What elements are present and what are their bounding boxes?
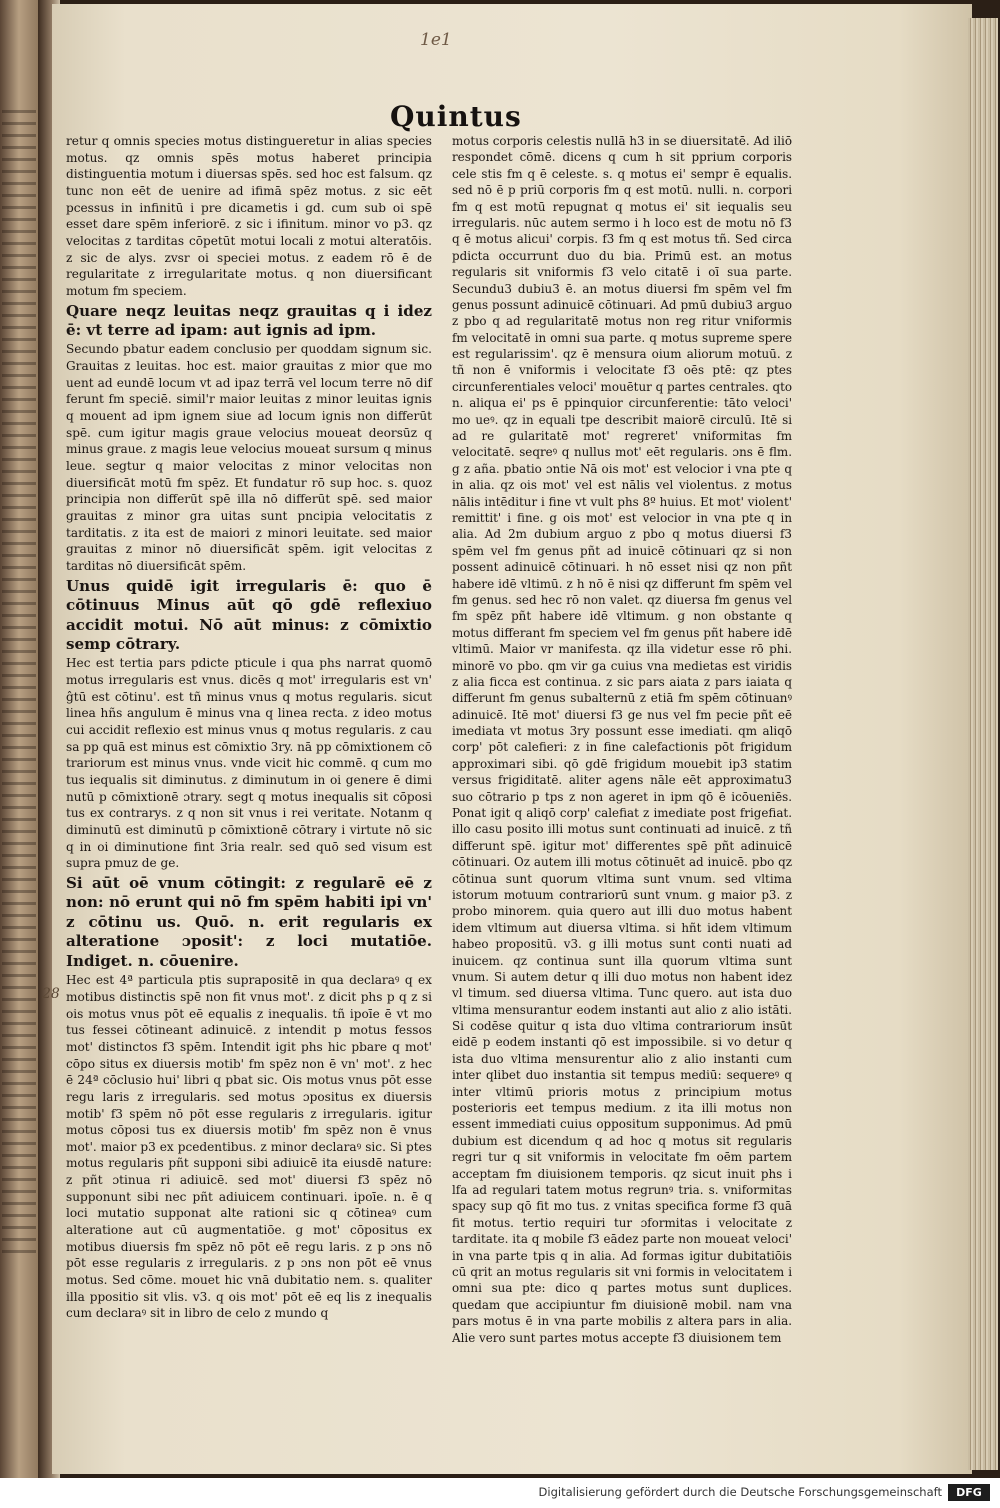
commentary-paragraph: Hec est tertia pars pdicte pticule i qua phs narrat quomō motus irregularis est vnus. dicēs q mot' irregularis est vn' ĝtū est cōtinu'. est tñ minus vnus q motus regularis. sicut linea hñs angulum ē minus vna q linea recta. z ideo motus cui accidit reflexio est minus vnus q motus regularis. z cau sa pp quā est minus est cōmixtio 3ry. nā pp cōmixtionem cō trariorum est minus vnus. vnde vicit hic commē. q cum mo tus iequalis sit diminutus. z diminutum in oi genere ē dimi nutū p cōmixtionē ɔtrary. segt q motus inequalis sit cōposi tus ex contrarys. z q non sit vnus i rei veritate. Notanm q diminutū est diminutū p cōmixtionē cōtrary i virtute nō sic q in oi diminutione fint 3ria realr. sed quō sed visum est supra pmuz de ge. [66, 656, 432, 871]
facing-page-edge [0, 0, 42, 1478]
running-head: Quintus [390, 100, 522, 133]
commentary-paragraph: retur q omnis species motus distingueretur in alias species motus. qz omnis spēs motus haberet principia distinguentia motum i diuersas spēs. sed hoc est falsum. qz tunc non eēt de uenire ad ifimā spēz motus. z sic eēt pcessus in infinitū i pre dicametis i gd. cum sub oi spē esset dare spēm inferiorē. z sic i ifinitum. minor vo p3. qz velocitas z tarditas cōpetūt motui locali z motui alteratōis. z sic de alys. zvsr oi speciei motus. z eadem rō ē de regularitate z irregularitate motus. q non diuersificant motum fm speciem. [66, 134, 432, 298]
handwritten-folio-number: 1e1 [420, 30, 452, 50]
text-column-left [66, 133, 432, 1322]
text-column-right [452, 133, 792, 1346]
commentary-paragraph: Hec est 4ª particula ptis suprapositē in qua declaraꝰ q ex motibus distinctis spē non fit vnus mot'. z dicit phs p q z si ois motus vnus pōt eē equalis z inequalis. tñ ipoīe ē vt mo tus fessei cōtineant adinuicē. z intendit p motus fessos mot' distinctos f3 spēm. Intendit igit phs hic pbare q mot' cōpo situs ex diuersis motib' fm spēz non ē vn' mot'. z hec ē 24ª cōclusio hui' libri q pbat sic. Ois motus vnus pōt esse regu laris z irregularis. sed motus ɔpositus ex diuersis motib' f3 spēm nō pōt esse regularis z irregularis. igitur motus cōposi tus ex diuersis motib' fm spēz non ē vnus mot'. maior p3 ex pcedentibus. z minor declaraꝰ sic. Si ptes motus regularis pñt supponi sibi adiuicē ita eiusdē nature: z pñt ɔtinua ri adiuicē. sed mot' diuersi f3 spēz nō supponunt sibi nec pñt adiuicem continuari. ipoīe. n. ē q loci mutatio supponat alte rationi sic q cōtineaꝰ cum alteratione aut cū augmentatiōe. g mot' cōpositus ex motibus diuersis fm spēz nō pōt eē regu laris. z p ɔns nō pōt esse regularis z irregularis. z p ɔns non pōt eē vnus motus. Sed cōme. mouet hic vnā dubitatio nem. s. qualiter illa ppositio sit vlis. v3. q ois mot' pōt eē eq lis z inequalis cum declaraꝰ sit in libro de celo z mundo q [66, 973, 432, 1321]
lemma-paragraph: Unus quidē igit irregularis ē: quo ē cōtinuus Minus aūt qō gdē reflexiuo accidit motui. Nō aūt minus: z cōmixtio semp cōtrary. [66, 576, 432, 654]
funding-credit: Digitalisierung gefördert durch die Deutsche Forschungsgemeinschaft [538, 1485, 942, 1499]
dfg-logo: DFG [948, 1484, 990, 1501]
footer-bar [0, 1478, 1000, 1508]
facing-page-text-fragment [2, 110, 36, 1260]
lemma-paragraph: Quare neqz leuitas neqz grauitas q i idez ē: vt terre ad ipam: aut ignis ad ipm. [66, 301, 432, 340]
commentary-paragraph: motus corporis celestis nullā h3 in se diuersitatē. Ad iliō respondet cōmē. dicens q cum h sit pprium corporis cele stis fm q ē celeste. s. q motus ei' sempr ē equalis. sed nō ē p priū corporis fm q est motū. nulli. n. corpori fm q est motū repugnat q motus ei' sit iequalis seu irregularis. nūc autem sermo i h loco est de motu nō f3 q ē motus alicui' corpis. f3 fm q est motus tñ. Sed circa pdicta occurrunt duo du bia. Primū est. an motus regularis sit vniformis f3 velo citatē i oī sua parte. Secundu3 dubiu3 ē. an motus diuersi fm spēm vel fm genus possunt adinuicē cōtinuari. Ad pmū dubiu3 arguo z pbo q ad regularitatē motus non reg ritur vniformis fm velocitatē in omni sua parte. q motus supreme spere est regularissim'. qz ē mensura oium aliorum motuū. z tñ non ē vniformis i velocitate f3 oēs ptē: qz ptes circunferentiales veloci' mouētur q partes centrales. qto n. aliqua ei' ps ē ppinquior circunferentie: tāto veloci' mo ueꝰ. qz in equali tpe describit maiorē circulū. Itē si ad re gularitatē mot' regreret' vniformitas fm velocitatē. seqreꝰ q nullus mot' eēt regularis. ɔns ē flm. g z aña. pbatio ɔntie Nā ois mot' est velocior i vna pte q in alia. qz ois mot' vel est nālis vel violentus. z motus nālis intēditur i fine vt vult phs 8º huius. Et mot' violent' remittit' i fine. g ois mot' est velocior in vna pte q in alia. Ad 2m dubium arguo z pbo q motus diuersi f3 spēm vel fm genus pñt ad inuicē cōtinuari qz si non possent adinuicē cōtinuari. h nō esset nisi qz non pñt habere idē vltimū. z h nō ē nisi qz differunt fm spēm vel fm genus. sed hec rō non valet. qz diuersa fm genus vel fm spēz pñt habere idē vltimum. g non obstante q motus differant fm speciem vel fm genus pñt habere idē vltimū. Maior vr manifesta. qz illa videtur esse rō phi. minorē vo pbo. qm vir ga cuius vna medietas est viridis z alia ficca est continua. z sic pars aiata z pars iaiata q differunt fm genus subalternū z etiā fm spēm cōtinuanꝰ adinuicē. Itē mot' diuersi f3 ge nus vel fm pecie pñt eē imediata vt motus 3ry possunt esse imediati. qm aliqō corp' pōt calefieri: z in fine calefactionis pōt frigidum approximari sibi. qō gdē frigidum mouebit ip3 statim versus frigiditatē. aliter agens nāle eēt approximatu3 suo cōtrario p tps z non ageret in ipm qō ē icōueniēs. Ponat igit q aliqō corp' calefiat z imediate post frigefiat. illo casu posito illi motus sunt continuati ad inuicē. z tñ differunt spē. igitur mot' differentes spē pñt adinuicē cōtinuari. Oz autem illi motus cōtinuēt ad inuicē. pbo qz cōtinua sunt quorum vltima sunt vnum. sed vltima istorum motuum contrariorū sunt vnum. g maior p3. z probo minorem. quia quero aut illi duo motus habent idem vltimum aut diuersa vltima. si hñt idem vltimum habeo propositū. v3. g illi motus sunt conti nuati ad inuicem. qz continua sunt illa quorum vltima sunt vnum. Si autem detur q illi duo motus non habent idez vl timum. sed diuersa vltima. Tunc quero. aut ista duo vltima mensurantur eodem instanti aut alio z alio istāti. Si codēse quitur q ista duo vltima contrariorum insūt eidē p eodem instanti qō est impossibile. si vo detur q ista duo vltima mensurentur alio z alio instanti cum inter qlibet duo instantia sit tempus mediū: sequereꝰ q inter vltimū prioris motus z principium motus posterioris eet tempus medium. z ita illi motus non essent immediati cuius oppositum supponimus. Ad pmū dubium est dicendum q ad hoc q motus sit regularis regri tur q sit vniformis in velocitate fm oēm partem acceptam fm diuisionem temporis. qz sicut inuit phs i lfa ad regulari tatem motus regrunꝰ tria. s. vniformitas spacy sup qō fit mo tus. z vnitas specifica forme f3 quā fit motus. tertio requiri tur ɔformitas i velocitate z tarditate. ita q mobile f3 eādez parte non moueat veloci' in vna parte tpis q in alia. Ad formas igitur dubitatiōis cū qrit an motus regularis sit vni formis in velocitatem i omni sua pte: dico q partes motus sunt duplices. quedam que accipiuntur fm diuisionē mobil. nam vna pars motus ē in vna parte mobilis z altera pars in alia. Alie vero sunt partes motus accepte f3 diuisionem tem [452, 134, 793, 1345]
commentary-paragraph: Secundo pbatur eadem conclusio per quoddam signum sic. Grauitas z leuitas. hoc est. maior grauitas z mior que mo uent ad eundē locum vt ad ipaz terrā vel locum terre nō dif ferunt fm speciē. simil'r maior leuitas z minor leuitas ignis q mouent ad ipm ignem siue ad locum ignis non differūt spē. cum igitur magis graue velocius moueat deorsūz q minus graue. z magis leue velocius moueat sursum q minus leue. segtur q maior velocitas z minor velocitas non diuersificāt motū fm spēz. Et fundatur rō sup hoc. s. quoz principia non differūt spē illa nō differūt spē. sed maior grauitas z minor gra uitas sunt pncipia velocitatis z tarditatis. z ita est de maiori z minori leuitate. sed maior grauitas z minor nō diuersificāt spēm. igit velocitas z tarditas nō diuersificāt spēm. [66, 342, 432, 573]
page-stack-edges [968, 18, 998, 1470]
lemma-paragraph: Si aūt oē vnum cōtingit: z regularē eē z non: nō erunt qui nō fm spēm habiti ipi vn' z cōtinu us. Quō. n. erit regularis ex alteratione ɔposit': z loci mutatiōe. Indiget. n. cōuenire. [66, 874, 432, 970]
handwritten-margin-note: 28 [42, 986, 60, 1002]
